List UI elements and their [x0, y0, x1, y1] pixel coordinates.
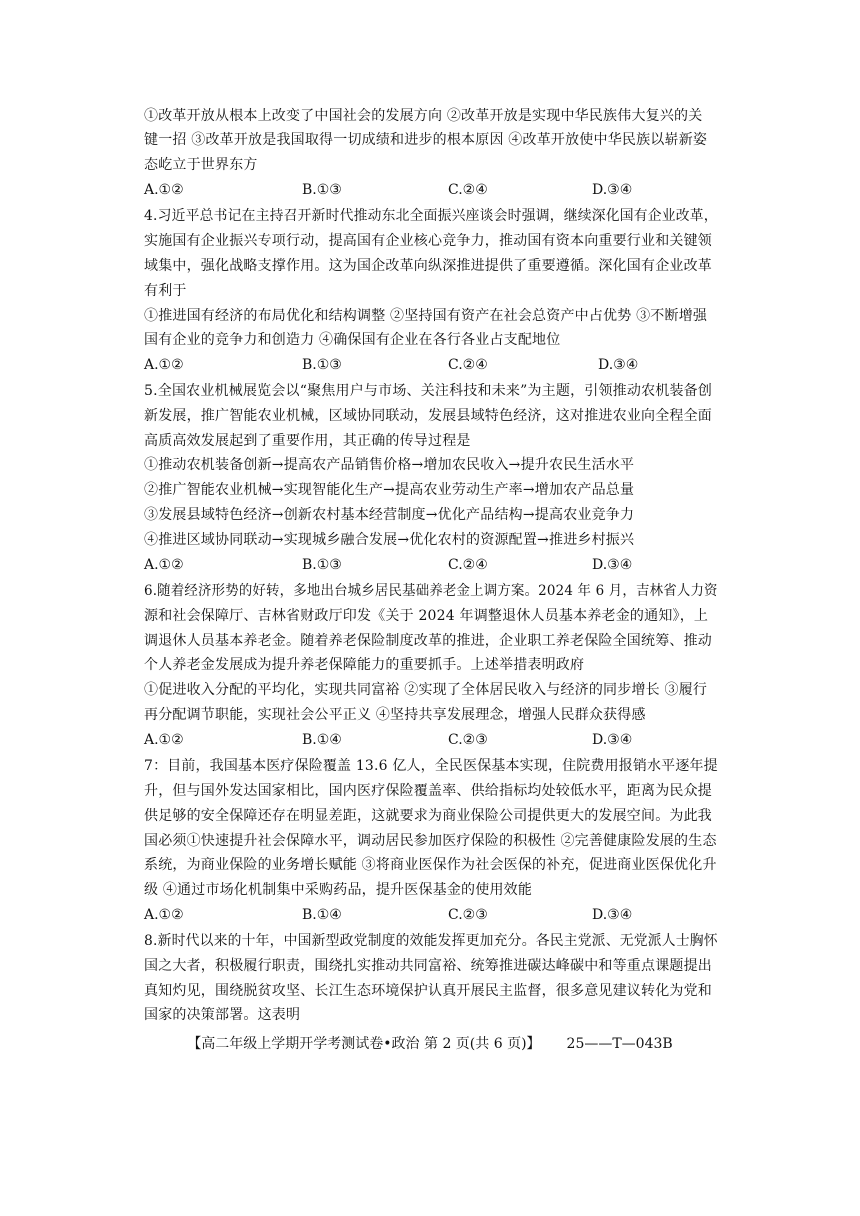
option-b: B.①③ [302, 557, 342, 573]
option-b: B.①④ [302, 732, 342, 748]
option-a: A.①② [144, 732, 184, 748]
option-a: A.①② [144, 557, 184, 573]
option-a: A.①② [144, 182, 184, 198]
q8-stem-line: 真知灼见，围绕脱贫攻坚、长江生态环境保护认真开展民主监督，很多意见建议转化为党和 [144, 983, 712, 999]
q5-statement-line: ③发展县域特色经济→创新农村基本经营制度→优化产品结构→提高农业竞争力 [144, 507, 635, 523]
q7-stem-line: 系统，为商业保险的业务增长赋能 ③将商业医保作为社会医保的补充，促进商业医保优化升 [144, 857, 717, 873]
q5-stem-line: 5.全国农业机械展览会以“聚焦用户与市场、关注科技和未来”为主题，引领推动农机装备创 [144, 383, 713, 399]
option-c: C.②④ [448, 357, 488, 373]
q6-stem-line: 源和社会保障厅、吉林省财政厅印发《关于 2024 年调整退休人员基本养老金的通知》，上 [144, 608, 709, 624]
q5-statement-line: ①推动农机装备创新→提高农产品销售价格→增加农民收入→提升农民生活水平 [144, 457, 635, 473]
page-footer [0, 1032, 860, 1056]
option-b: B.①④ [302, 907, 342, 923]
q8-stem-line: 国之大者，积极履行职责，围绕扎实推动共同富裕、统筹推进碳达峰碳中和等重点课题提出 [144, 958, 712, 974]
q4-stem-line: 4.习近平总书记在主持召开新时代推动东北全面振兴座谈会时强调，继续深化国有企业改革， [144, 208, 718, 224]
q7-stem-line: 7：目前，我国基本医疗保险覆盖 13.6 亿人，全民医保基本实现，住院费用报销水平逐年提 [144, 758, 718, 774]
q7-stem-line: 级 ④通过市场化机制集中采购药品，提升医保基金的使用效能 [144, 882, 533, 898]
option-c: C.②④ [448, 182, 488, 198]
q3-statement-line: 态屹立于世界东方 [144, 157, 258, 173]
option-b: B.①③ [302, 182, 342, 198]
option-a: A.①② [144, 357, 184, 373]
q6-stem-line: 调退休人员基本养老金。随着养老保险制度改革的推进，企业职工养老保险全国统筹、推动 [144, 633, 712, 649]
q6-statement-line: 再分配调节职能，实现社会公平正义 ④坚持共享发展理念，增强人民群众获得感 [144, 707, 646, 723]
option-c: C.②③ [448, 907, 488, 923]
option-d: D.③④ [592, 557, 633, 573]
q7-stem-line: 升，但与国外发达国家相比，国内医疗保险覆盖率、供给指标均处较低水平，距离为民众提 [144, 783, 712, 799]
q4-stem-line: 域集中，强化战略支撑作用。这为国企改革向纵深推进提供了重要遵循。深化国有企业改革 [144, 258, 712, 274]
q4-statement-line: ①推进国有经济的布局优化和结构调整 ②坚持国有资产在社会总资产中占优势 ③不断增强 [144, 308, 708, 324]
q5-stem-line: 新发展，推广智能农业机械，区域协同联动，发展县域特色经济，这对推进农业向全程全面 [144, 408, 712, 424]
q3-statement-line: 键一招 ③改革开放是我国取得一切成绩和进步的根本原因 ④改革开放使中华民族以崭新姿 [144, 132, 708, 148]
option-d: D.③④ [598, 357, 639, 373]
footer-code: 25——T—043B [566, 1036, 673, 1052]
q8-stem-line: 8.新时代以来的十年，中国新型政党制度的效能发挥更加充分。各民主党派、无党派人士胸怀 [144, 933, 718, 949]
q4-statement-line: 国有企业的竞争力和创造力 ④确保国有企业在各行各业占支配地位 [144, 332, 561, 348]
q7-stem-line: 供足够的安全保障还存在明显差距，这就要求为商业保险公司提供更大的发展空间。为此我 [144, 808, 712, 824]
q4-stem-line: 实施国有企业振兴专项行动，提高国有企业核心竞争力，推动国有资本向重要行业和关键领 [144, 233, 712, 249]
q3-statement-line: ①改革开放从根本上改变了中国社会的发展方向 ②改革开放是实现中华民族伟大复兴的关 [144, 108, 703, 124]
option-a: A.①② [144, 907, 184, 923]
q6-stem-line: 个人养老金发展成为提升养老保障能力的重要抓手。上述举措表明政府 [144, 657, 585, 673]
q5-statement-line: ②推广智能农业机械→实现智能化生产→提高农业劳动生产率→增加农产品总量 [144, 482, 635, 498]
q5-stem-line: 高质高效发展起到了重要作用，其正确的传导过程是 [144, 433, 471, 449]
q4-stem-line: 有利于 [144, 283, 187, 299]
q6-stem-line: 6.随着经济形势的好转，多地出台城乡居民基础养老金上调方案。2024 年 6 月，吉林省人力资 [144, 583, 718, 599]
q8-stem-line: 国家的决策部署。这表明 [144, 1007, 301, 1023]
footer-title: 【高二年级上学期开学考测试卷•政治 第 2 页(共 6 页)】 [187, 1036, 541, 1052]
option-d: D.③④ [592, 182, 633, 198]
q7-stem-line: 国必须①快速提升社会保障水平，调动居民参加医疗保险的积极性 ②完善健康险发展的生态 [144, 833, 717, 849]
q6-statement-line: ①促进收入分配的平均化，实现共同富裕 ②实现了全体居民收入与经济的同步增长 ③履行 [144, 682, 708, 698]
option-c: C.②④ [448, 557, 488, 573]
option-b: B.①③ [302, 357, 342, 373]
q5-statement-line: ④推进区域协同联动→实现城乡融合发展→优化农村的资源配置→推进乡村振兴 [144, 532, 635, 548]
option-c: C.②③ [448, 732, 488, 748]
option-d: D.③④ [592, 907, 633, 923]
option-d: D.③④ [592, 732, 633, 748]
